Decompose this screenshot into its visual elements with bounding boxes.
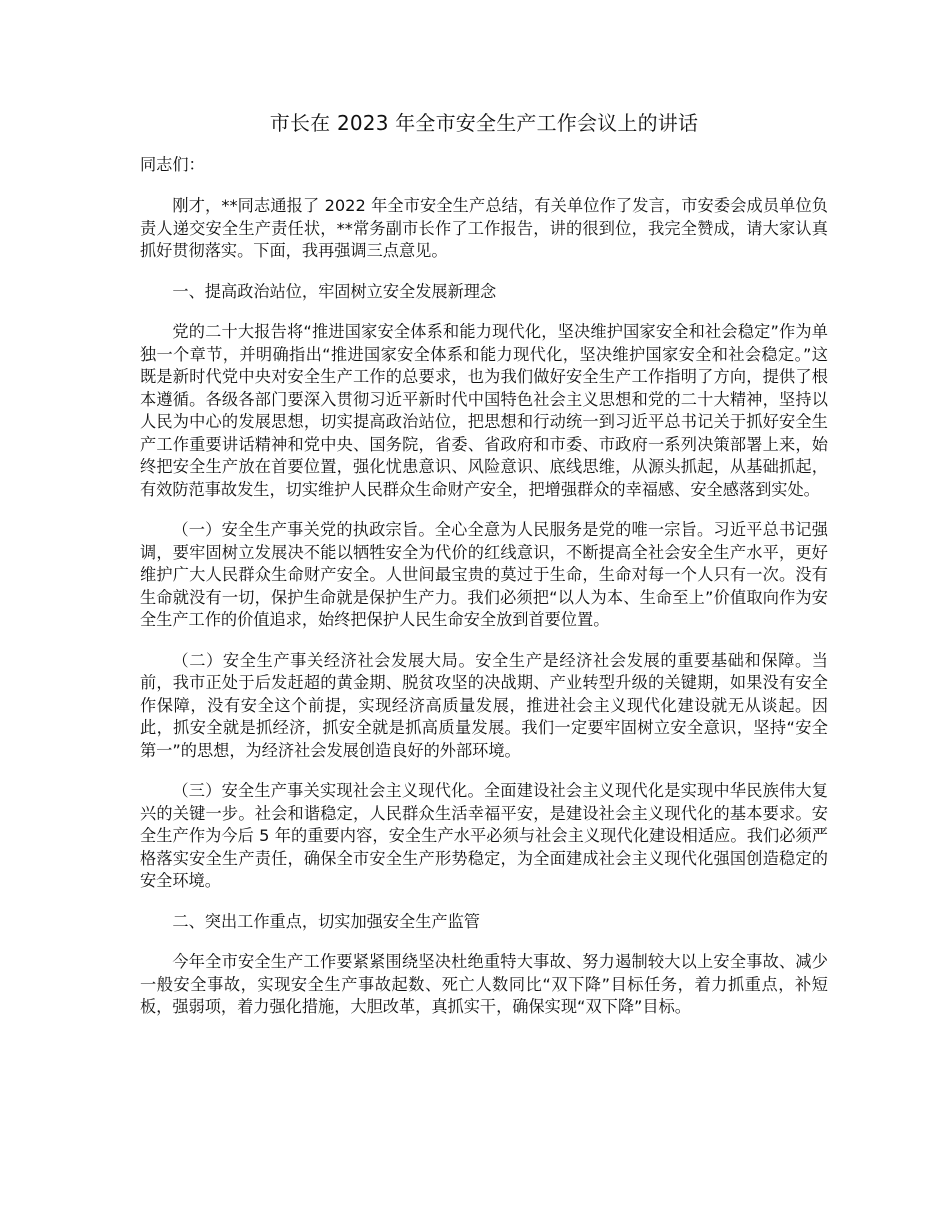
- document-title: 市长在 2023 年全市安全生产工作会议上的讲话: [269, 111, 699, 135]
- paragraph-political-stance: 党的二十大报告将“推进国家安全体系和能力现代化，坚决维护国家安全和社会稳定”作为单独一个章节，并明确指出“推进国家安全体系和能力现代化，坚决维护国家安全和社会稳定。”这既是新时代党中央对安全生产工作的总要求，也为我们做好安全生产工作指明了方向，提供了根本遵循。各级各部门要深入贯彻习近平新时代中国特色社会主义思想和党的二十大精神，坚持以人民为中心的发展思想，切实提高政治站位，把思想和行动统一到习近平总书记关于抓好安全生产工作重要讲话精神和党中央、国务院，省委、省政府和市委、市政府一系列决策部署上来，始终把安全生产放在首要位置，强化忧患意识、风险意识、底线思维，从源头抓起，从基础抓起，有效防范事故发生，切实维护人民群众生命财产安全，把增强群众的幸福感、安全感落到实处。: [140, 322, 828, 499]
- section-heading-2: 二、突出工作重点，切实加强安全生产监管: [172, 911, 480, 931]
- paragraph-point-1: （一）安全生产事关党的执政宗旨。全心全意为人民服务是党的唯一宗旨。习近平总书记强调，要牢固树立发展决不能以牺牲安全为代价的红线意识，不断提高全社会安全生产水平，更好维护广大人民群众生命财产安全。人世间最宝贵的莫过于生命，生命对每一个人只有一次。没有生命就没有一切，保护生命就是保护生产力。我们必须把“以人为本、生命至上”价值取向作为安全生产工作的价值追求，始终把保护人民生命安全放到首要位置。: [140, 520, 828, 629]
- section-heading-1: 一、提高政治站位，牢固树立安全发展新理念: [172, 281, 497, 301]
- paragraph-key-tasks: 今年全市安全生产工作要紧紧围绕坚决杜绝重特大事故、努力遏制较大以上安全事故、减少一般安全事故，实现安全生产事故起数、死亡人数同比“双下降”目标任务，着力抓重点，补短板，强弱项，着力强化措施，大胆改革，真抓实干，确保实现“双下降”目标。: [140, 952, 828, 1016]
- paragraph-point-2: （二）安全生产事关经济社会发展大局。安全生产是经济社会发展的重要基础和保障。当前，我市正处于后发赶超的黄金期、脱贫攻坚的决战期、产业转型升级的关键期，如果没有安全作保障，没有安全这个前提，实现经济高质量发展，推进社会主义现代化建设就无从谈起。因此，抓安全就是抓经济，抓安全就是抓高质量发展。我们一定要牢固树立安全意识，坚持“安全第一”的思想，为经济社会发展创造良好的外部环境。: [140, 650, 828, 760]
- salutation: 同志们：: [140, 155, 205, 174]
- paragraph-point-3: （三）安全生产事关实现社会主义现代化。全面建设社会主义现代化是实现中华民族伟大复兴的关键一步。社会和谐稳定，人民群众生活幸福平安，是建设社会主义现代化的基本要求。安全生产作为今后 5 年的重要内容，安全生产水平必须与社会主义现代化建设相适应。我们必须严格落实安全生产责任，确保全市安全生产形势稳定，为全面建成社会主义现代化强国创造稳定的安全环境。: [140, 781, 828, 890]
- paragraph-opening: 刚才，**同志通报了 2022 年全市安全生产总结，有关单位作了发言，市安委会成员单位负责人递交安全生产责任状，**常务副市长作了工作报告，讲的很到位，我完全赞成，请大家认真抓好贯彻落实。下面，我再强调三点意见。: [140, 196, 828, 260]
- document-page: [140, 108, 828, 1037]
